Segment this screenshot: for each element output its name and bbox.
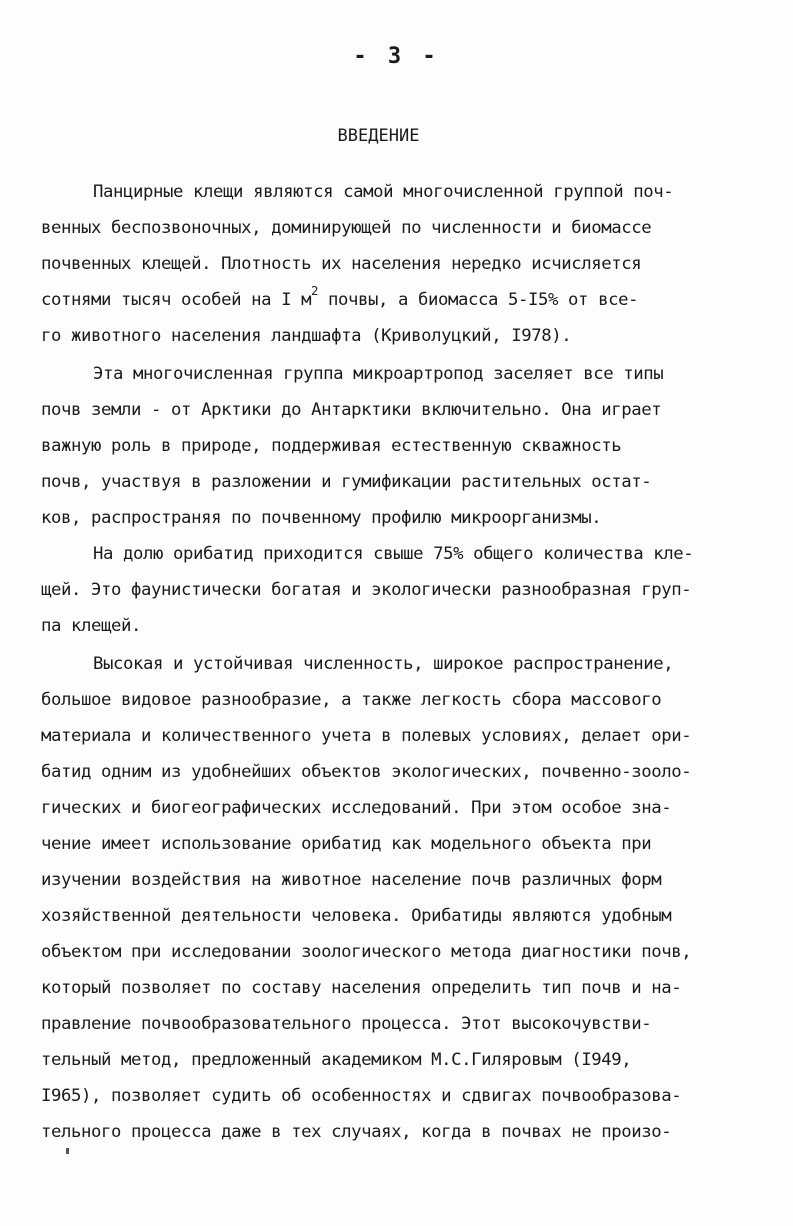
- text-line: хозяйственной деятельности человека. Орибатиды являются удобным: [41, 906, 672, 926]
- text-line: ков, распространяя по почвенному профилю микроорганизмы.: [41, 508, 602, 528]
- text-line: го животного населения ландшафта (Криволуцкий, I978).: [41, 326, 572, 346]
- text-line: почвенных клещей. Плотность их населения нередко исчисляется: [41, 254, 642, 274]
- text-line: объектом при исследовании зоологического метода диагностики почв,: [41, 942, 692, 962]
- text-line: правление почвообразовательного процесса. Этот высокочувстви-: [41, 1014, 652, 1034]
- scan-speck: [66, 1148, 69, 1154]
- text-line: изучении воздействия на животное население почв различных форм: [41, 870, 662, 890]
- section-heading: ВВЕДЕНИЕ: [337, 126, 420, 146]
- text-line: тельный метод, предложенный академиком М.С.Гиляровым (I949,: [41, 1050, 632, 1070]
- text-line: батид одним из удобнейших объектов экологических, почвенно-зооло-: [41, 762, 692, 782]
- superscript: 2: [311, 284, 318, 299]
- text-line: венных беспозвоночных, доминирующей по численности и биомассе: [41, 218, 652, 238]
- text-line: почв, участвуя в разложении и гумификации растительных остат-: [41, 472, 652, 492]
- text-line-with-superscript: [41, 286, 755, 314]
- text-line: почв земли - от Арктики до Антарктики включительно. Она играет: [41, 400, 662, 420]
- text-line: На долю орибатид приходится свыше 75% общего количества кле-: [93, 544, 694, 564]
- text-line: Панцирные клещи являются самой многочисленной группой поч-: [93, 182, 674, 202]
- text-line: гических и биогеографических исследований. При этом особое зна-: [41, 798, 672, 818]
- text-line: чение имеет использование орибатид как модельного объекта при: [41, 834, 652, 854]
- text-line: важную роль в природе, поддерживая естественную скважность: [41, 436, 622, 456]
- text-line: па клещей.: [41, 616, 142, 636]
- text-line: Эта многочисленная группа микроартропод заселяет все типы: [93, 364, 664, 384]
- text-line: тельного процесса даже в тех случаях, когда в почвах не произо-: [41, 1122, 672, 1142]
- text-fragment: почвы, а биомасса 5-I5% от все-: [317, 290, 639, 310]
- text-line: материала и количественного учета в полевых условиях, делает ори-: [41, 726, 692, 746]
- text-line: который позволяет по составу населения определить тип почв и на-: [41, 978, 682, 998]
- page-number: - 3 -: [353, 44, 440, 69]
- text-fragment: сотнями тысяч особей на I м: [41, 290, 312, 310]
- text-line: щей. Это фаунистически богатая и экологически разнообразная груп-: [41, 580, 692, 600]
- text-line: Высокая и устойчивая численность, широкое распространение,: [93, 654, 674, 674]
- text-line: I965), позволяет судить об особенностях и сдвигах почвообразова-: [41, 1086, 682, 1106]
- text-line: большое видовое разнообразие, а также легкость сбора массового: [41, 690, 662, 710]
